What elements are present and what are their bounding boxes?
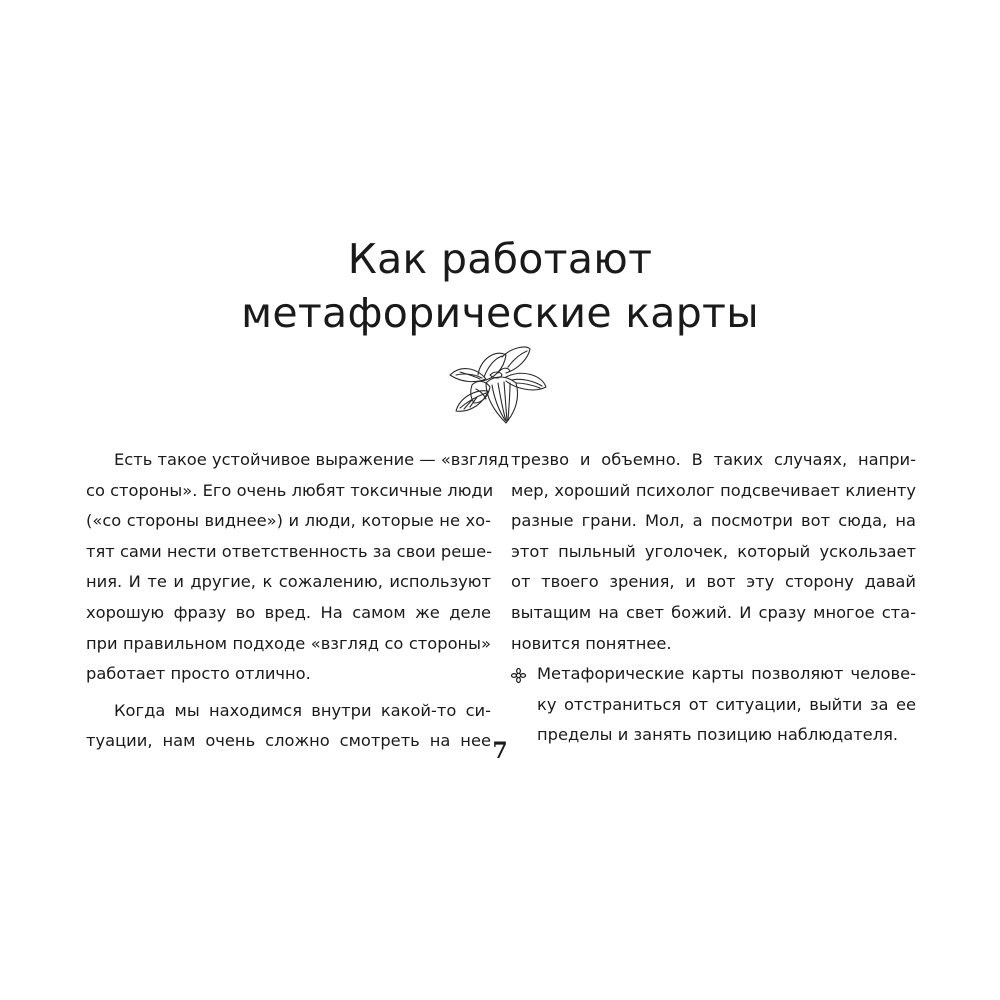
paragraph-line: Есть такое устойчивое выражение — «взгляд bbox=[114, 450, 510, 469]
bullet-line: Метафорические карты позволяют челове- bbox=[537, 664, 916, 684]
paragraph-line: работает просто отлично. bbox=[86, 664, 311, 684]
paragraph-line: этот пыльный уголочек, который ускользает bbox=[511, 541, 916, 561]
flower-bullet-icon bbox=[511, 668, 526, 683]
lotus-flower-icon bbox=[442, 345, 548, 427]
paragraph-line: Когда мы находимся внутри какой-то си- bbox=[114, 700, 491, 720]
bullet-line: ку отстраниться от ситуации, выйти за ее bbox=[537, 694, 916, 714]
paragraph-line: («со стороны виднее») и люди, которые не хо- bbox=[86, 511, 491, 531]
page-title-line-1: Как работают bbox=[347, 235, 653, 283]
right-column bbox=[511, 445, 916, 751]
paragraph-line: тят сами нести ответственность за свои реше- bbox=[86, 541, 493, 561]
paragraph-line: от твоего зрения, и вот эту сторону давай bbox=[511, 572, 916, 592]
paragraph-line: вытащим на свет божий. И сразу многое ста- bbox=[511, 602, 916, 622]
bullet-line: пределы и занять позицию наблюдателя. bbox=[537, 725, 899, 745]
paragraph-line: разные грани. Мол, а посмотри вот сюда, на bbox=[511, 511, 916, 531]
page-title-line-2: метафорические карты bbox=[241, 289, 759, 337]
page-title bbox=[0, 232, 1000, 340]
left-column bbox=[86, 445, 510, 757]
paragraph-line: хорошую фразу во вред. На самом же деле bbox=[86, 602, 491, 622]
paragraph-line: при правильном подходе «взгляд со стороны» bbox=[86, 633, 491, 653]
page-number: 7 bbox=[492, 738, 508, 764]
paragraph-line: мер, хороший психолог подсвечивает клиенту bbox=[511, 480, 916, 500]
paragraph-line: трезво и объемно. В таких случаях, напри- bbox=[511, 450, 916, 469]
paragraph-line: со стороны». Его очень любят токсичные люди bbox=[86, 480, 494, 500]
paragraph-line: туации, нам очень сложно смотреть на нее bbox=[86, 731, 491, 751]
paragraph-line: ния. И те и другие, к сожалению, используют bbox=[86, 572, 491, 592]
paragraph-line: новится понятнее. bbox=[511, 633, 672, 653]
